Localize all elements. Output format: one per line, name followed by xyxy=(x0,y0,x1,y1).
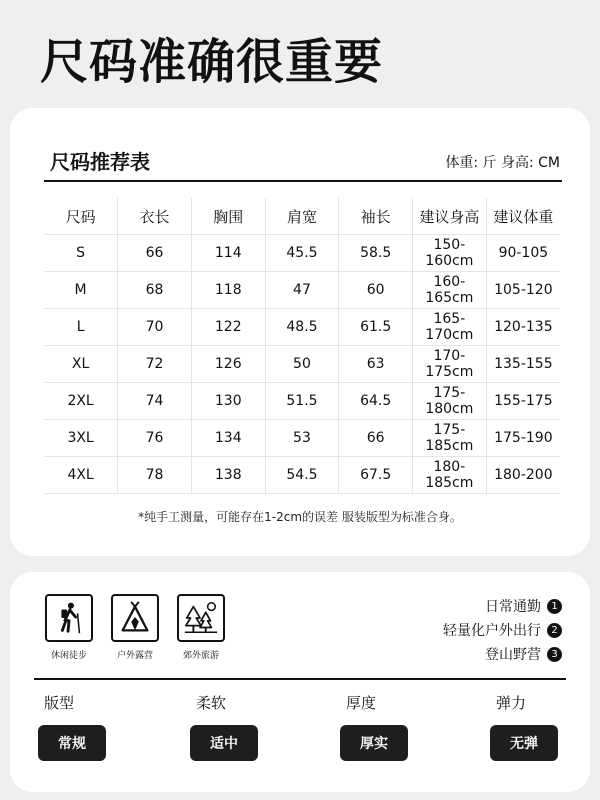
table-cell: 175-185cm xyxy=(413,420,487,457)
unit-note: 体重: 斤 身高: CM xyxy=(445,155,560,171)
table-row xyxy=(44,235,560,272)
table-cell: 58.5 xyxy=(339,235,413,272)
table-cell: 66 xyxy=(118,235,192,272)
attribute-value-chip: 常规 xyxy=(38,725,106,761)
table-cell: 63 xyxy=(339,346,413,383)
table-cell: 180-185cm xyxy=(413,457,487,494)
size-cell: L xyxy=(44,309,118,346)
table-cell: 76 xyxy=(118,420,192,457)
column-header: 建议身高 xyxy=(413,198,487,235)
size-chart-title: 尺码推荐表 xyxy=(50,150,150,174)
activity-travel xyxy=(172,594,230,661)
table-cell: 122 xyxy=(191,309,265,346)
attribute-fit xyxy=(38,692,158,761)
table-cell: 105-120 xyxy=(494,282,553,298)
table-cell: 54.5 xyxy=(265,457,339,494)
attribute-label: 柔软 xyxy=(196,694,227,712)
features-card xyxy=(10,572,590,792)
table-header-row xyxy=(44,198,560,235)
table-row xyxy=(44,457,560,494)
size-cell: M xyxy=(44,272,118,309)
attribute-label: 弹力 xyxy=(496,694,527,712)
size-cell: XL xyxy=(44,346,118,383)
column-header: 衣长 xyxy=(118,198,192,235)
size-cell: 4XL xyxy=(44,457,118,494)
table-cell: 130 xyxy=(191,383,265,420)
activity-camping xyxy=(106,594,164,661)
table-cell: 67.5 xyxy=(339,457,413,494)
activity-label: 郊外旅游 xyxy=(182,651,219,661)
column-header: 袖长 xyxy=(339,198,413,235)
size-chart-card xyxy=(10,108,590,556)
scene-label: 轻量化户外出行 xyxy=(443,623,541,639)
activity-label: 休闲徒步 xyxy=(50,651,87,661)
attribute-value-chip: 厚实 xyxy=(340,725,408,761)
tent-icon xyxy=(111,594,159,642)
table-cell: 72 xyxy=(118,346,192,383)
column-header: 胸围 xyxy=(191,198,265,235)
table-cell: 165-170cm xyxy=(413,309,487,346)
table-cell: 160-165cm xyxy=(413,272,487,309)
scene-label: 日常通勤 xyxy=(485,599,541,615)
table-cell: 64.5 xyxy=(339,383,413,420)
table-cell: 51.5 xyxy=(265,383,339,420)
footnote: *纯手工测量，可能存在1-2cm的误差 服装版型为标准合身。 xyxy=(138,510,462,524)
size-table xyxy=(44,198,560,494)
table-cell: 138 xyxy=(191,457,265,494)
table-cell: 66 xyxy=(339,420,413,457)
size-cell: S xyxy=(44,235,118,272)
scene-number-badge: 3 xyxy=(547,647,562,662)
table-cell: 126 xyxy=(191,346,265,383)
table-row xyxy=(44,420,560,457)
table-cell: 68 xyxy=(118,272,192,309)
size-cell: 3XL xyxy=(44,420,118,457)
scene-list xyxy=(443,594,562,666)
divider xyxy=(44,180,562,182)
table-cell: 180-200 xyxy=(494,467,553,483)
table-cell: 50 xyxy=(265,346,339,383)
activity-icons xyxy=(40,594,230,661)
table-cell: 118 xyxy=(191,272,265,309)
trees-icon xyxy=(177,594,225,642)
divider xyxy=(34,678,566,680)
attribute-label: 版型 xyxy=(44,694,75,712)
table-cell: 78 xyxy=(118,457,192,494)
scene-item xyxy=(443,618,562,642)
hiker-icon xyxy=(45,594,93,642)
table-cell: 175-180cm xyxy=(413,383,487,420)
page-title: 尺码准确很重要 xyxy=(40,34,384,90)
table-cell: 135-155 xyxy=(494,356,553,372)
table-row xyxy=(44,309,560,346)
scene-item xyxy=(443,642,562,666)
column-header: 肩宽 xyxy=(265,198,339,235)
scene-label: 登山野营 xyxy=(485,647,541,663)
column-header: 尺码 xyxy=(44,198,118,235)
table-cell: 70 xyxy=(118,309,192,346)
table-cell: 48.5 xyxy=(265,309,339,346)
attribute-softness xyxy=(190,692,310,761)
table-row xyxy=(44,383,560,420)
table-cell: 74 xyxy=(118,383,192,420)
table-cell: 155-175 xyxy=(494,393,553,409)
table-cell: 60 xyxy=(339,272,413,309)
table-cell: 150-160cm xyxy=(413,235,487,272)
activity-hiking xyxy=(40,594,98,661)
scene-item xyxy=(443,594,562,618)
table-cell: 45.5 xyxy=(265,235,339,272)
scene-number-badge: 1 xyxy=(547,599,562,614)
table-cell: 134 xyxy=(191,420,265,457)
attribute-value-chip: 适中 xyxy=(190,725,258,761)
size-cell: 2XL xyxy=(44,383,118,420)
attribute-thickness xyxy=(340,692,460,761)
table-row xyxy=(44,272,560,309)
scene-number-badge: 2 xyxy=(547,623,562,638)
attribute-elasticity xyxy=(490,692,600,761)
table-cell: 53 xyxy=(265,420,339,457)
table-cell: 175-190 xyxy=(494,430,553,446)
attribute-value-chip: 无弹 xyxy=(490,725,558,761)
table-cell: 120-135 xyxy=(494,319,553,335)
table-cell: 61.5 xyxy=(339,309,413,346)
activity-label: 户外露营 xyxy=(116,651,153,661)
column-header: 建议体重 xyxy=(493,207,554,226)
table-cell: 114 xyxy=(191,235,265,272)
table-cell: 170-175cm xyxy=(413,346,487,383)
table-cell: 90-105 xyxy=(498,245,549,261)
table-row xyxy=(44,346,560,383)
attribute-label: 厚度 xyxy=(346,694,377,712)
table-cell: 47 xyxy=(265,272,339,309)
